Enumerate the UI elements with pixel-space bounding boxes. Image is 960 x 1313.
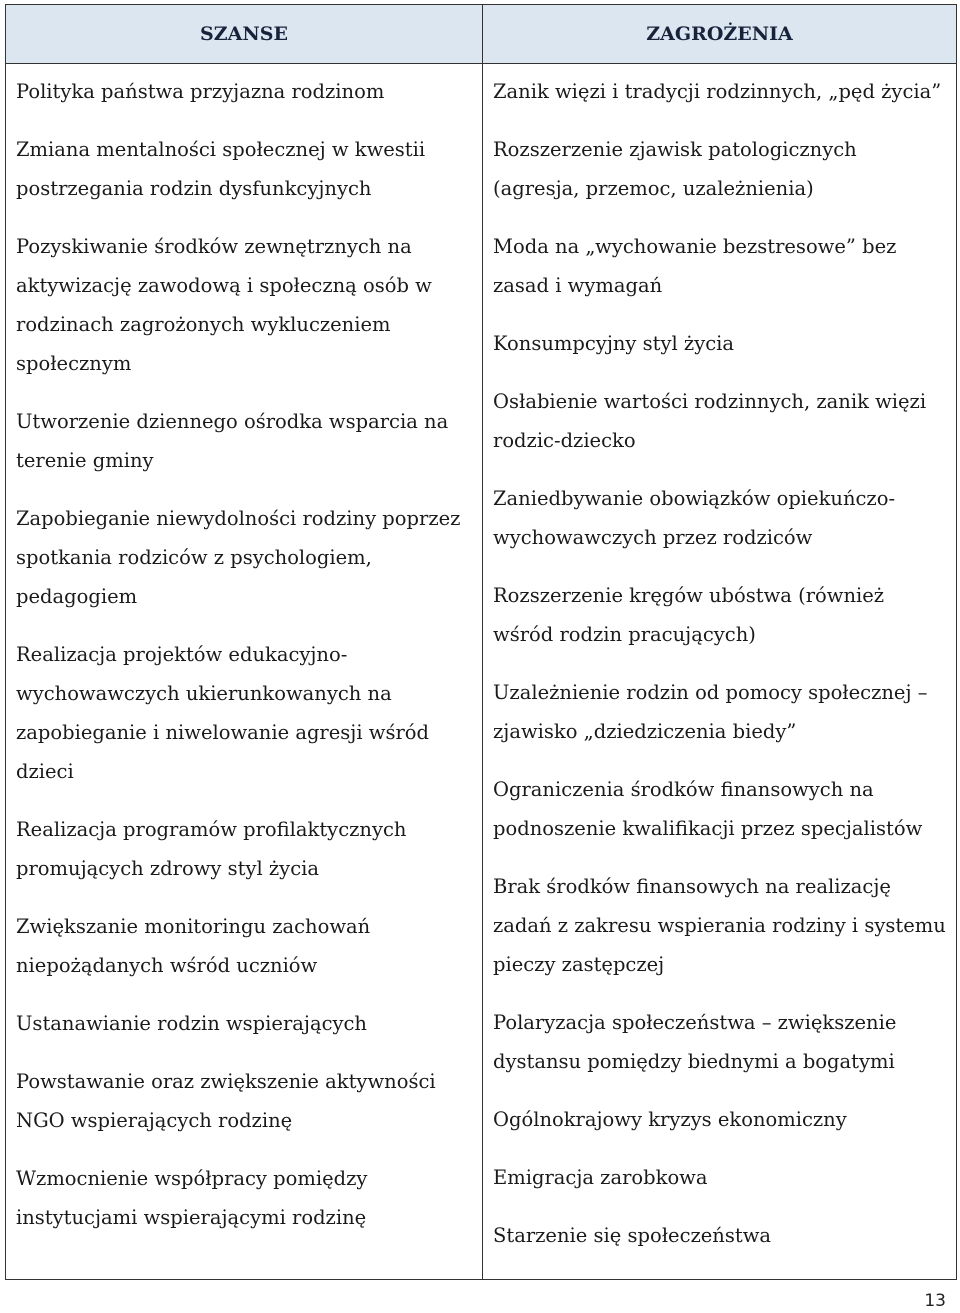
threats-list xyxy=(483,64,956,1274)
threat-item: Polaryzacja społeczeństwa – zwiększenie dystansu pomiędzy biednymi a bogatymi xyxy=(493,1011,897,1073)
threats-header: ZAGROŻENIA xyxy=(483,5,956,64)
threat-item: Uzależnienie rodzin od pomocy społecznej – zjawisko „dziedziczenia biedy” xyxy=(493,681,928,743)
opportunity-item: Pozyskiwanie środków zewnętrznych na aktywizację zawodową i społeczną osób w rodzinach zagrożonych wykluczeniem społecznym xyxy=(16,235,432,375)
threat-item: Moda na „wychowanie bezstresowe” bez zasad i wymagań xyxy=(493,235,897,297)
threat-item: Brak środków finansowych na realizację zadań z zakresu wspierania rodziny i systemu pieczy zastępczej xyxy=(493,875,946,976)
threat-item: Konsumpcyjny styl życia xyxy=(493,332,735,355)
opportunity-item: Zmiana mentalności społecznej w kwestii postrzegania rodzin dysfunkcyjnych xyxy=(16,138,426,200)
threat-item: Rozszerzenie zjawisk patologicznych (agresja, przemoc, uzależnienia) xyxy=(493,138,857,200)
threat-item: Zanik więzi i tradycji rodzinnych, „pęd życia” xyxy=(493,80,942,103)
threat-item: Osłabienie wartości rodzinnych, zanik więzi rodzic-dziecko xyxy=(493,390,927,452)
opportunity-item: Utworzenie dziennego ośrodka wsparcia na terenie gminy xyxy=(16,410,449,472)
threat-item: Zaniedbywanie obowiązków opiekuńczo-wychowawczych przez rodziców xyxy=(493,487,896,549)
threat-item: Emigracja zarobkowa xyxy=(493,1166,708,1189)
threats-column xyxy=(483,5,956,1279)
opportunities-column xyxy=(6,5,483,1279)
opportunity-item: Wzmocnienie współpracy pomiędzy instytucjami wspierającymi rodzinę xyxy=(16,1167,368,1229)
threat-item: Ogólnokrajowy kryzys ekonomiczny xyxy=(493,1108,847,1131)
opportunity-item: Realizacja projektów edukacyjno-wychowawczych ukierunkowanych na zapobieganie i niwelowanie agresji wśród dzieci xyxy=(16,643,430,783)
opportunities-header: SZANSE xyxy=(6,5,482,64)
threat-item: Rozszerzenie kręgów ubóstwa (również wśród rodzin pracujących) xyxy=(493,584,885,646)
opportunity-item: Realizacja programów profilaktycznych promujących zdrowy styl życia xyxy=(16,818,407,880)
opportunity-item: Zwiększanie monitoringu zachowań niepożądanych wśród uczniów xyxy=(16,915,371,977)
opportunity-item: Ustanawianie rodzin wspierających xyxy=(16,1012,367,1035)
threat-item: Starzenie się społeczeństwa xyxy=(493,1224,772,1247)
threat-item: Ograniczenia środków finansowych na podnoszenie kwalifikacji przez specjalistów xyxy=(493,778,923,840)
opportunities-list xyxy=(6,64,482,1256)
swot-table xyxy=(5,4,957,1280)
opportunity-item: Powstawanie oraz zwiększenie aktywności NGO wspierających rodzinę xyxy=(16,1070,436,1132)
opportunity-item: Zapobieganie niewydolności rodziny poprzez spotkania rodziców z psychologiem, pedagogiem xyxy=(16,507,461,608)
page-number: 13 xyxy=(924,1291,946,1311)
opportunity-item: Polityka państwa przyjazna rodzinom xyxy=(16,80,385,103)
